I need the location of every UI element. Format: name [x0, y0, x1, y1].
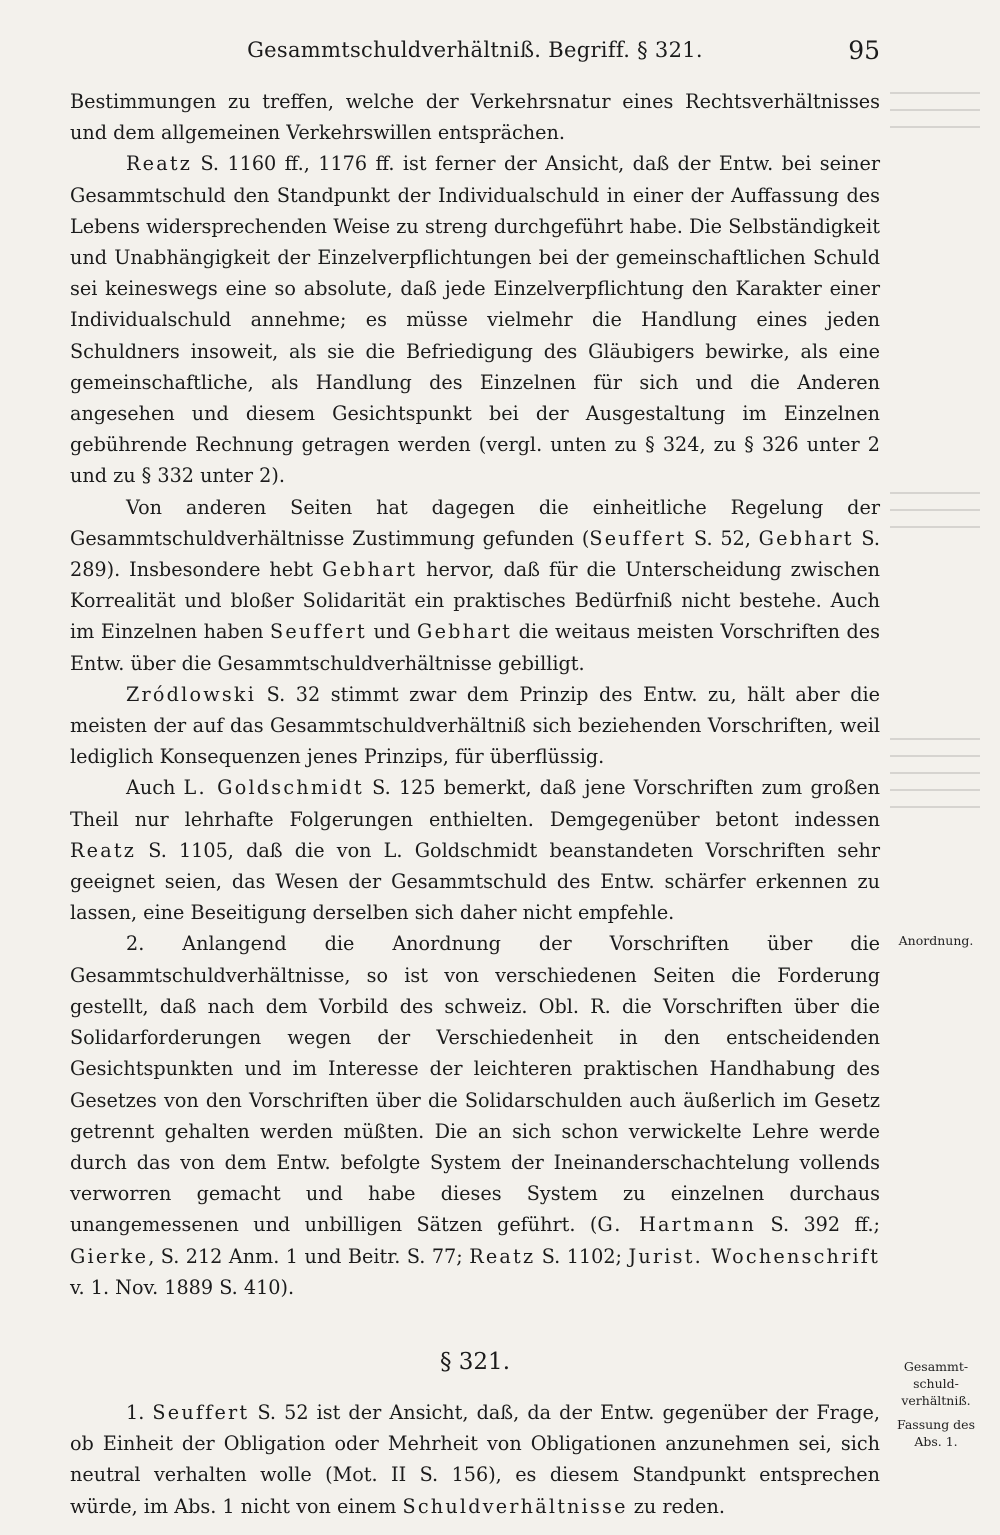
bleed-through-shadow: [890, 738, 980, 818]
margin-note-gesammtschuld: Gesammt- schuld- verhältniß.: [901, 1359, 971, 1408]
spaced-name: Reatz: [126, 152, 193, 176]
section-paragraph-list: [70, 1397, 880, 1522]
paragraph: [70, 492, 880, 679]
text-run: S. 32 stimmt zwar dem Prinzip des Entw. zu, hält aber die meisten der auf das Gesammtschuldverhältniß sich beziehenden Vorschriften, weil lediglich Konsequenzen jenes Prinzips, für überflüssig.: [70, 682, 880, 769]
text-run: Auch: [126, 776, 184, 800]
text-run: S. 289). Insbesondere hebt: [70, 526, 880, 582]
spaced-name: Reatz: [469, 1244, 536, 1268]
margin-note-fassung: Fassung des Abs. 1.: [897, 1417, 975, 1449]
paragraph: [70, 86, 880, 148]
text-run: S. 1102;: [535, 1244, 629, 1268]
spaced-name: Gebhart: [322, 558, 418, 582]
text-run: und: [366, 620, 418, 644]
spaced-name: Gebhart: [758, 526, 854, 550]
spaced-name: Seuffert: [270, 620, 367, 644]
paragraph: [70, 772, 880, 928]
margin-note-anordnung: Anordnung.: [898, 933, 974, 948]
text-run: v. 1. Nov. 1889 S. 410).: [70, 1275, 295, 1299]
text-run: S. 125 bemerkt, daß jene Vorschriften zum großen Theil nur lehrhafte Folgerungen enthielten. Demgegenüber betont indessen: [70, 776, 880, 831]
text-run: 2. Anlangend die Anordnung der Vorschriften über die Gesammtschuldverhältnisse, so ist von verschiedenen Seiten die Forderung gestellt, daß nach dem Vorbild des schweiz. Obl. R. die Vorschriften über die Solidarforderungen wegen der Verschiedenheit in den entscheidenden Gesichtspunkten und im Interesse der leichteren praktischen Handhabung des Gesetzes von den Vorschriften über die Solidarschulden auch äußerlich im Gesetz getrennt gehalten werden müßten. Die an sich schon verwickelte Lehre werde durch das von dem Entw. befolgte System der Ineinanderschachtelung vollends verworren gemacht und habe dieses System zu einzelnen durchaus unangemessenen und unbilligen Sätzen geführt. (: [70, 932, 880, 1237]
page-number: 95: [848, 36, 880, 65]
bleed-through-shadow: [890, 492, 980, 532]
text-run: Von anderen Seiten hat dagegen die einheitliche Regelung der Gesammtschuldverhältnisse Zustimmung gefunden (: [70, 495, 880, 550]
paragraph: [70, 679, 880, 773]
paragraph: [70, 928, 880, 1302]
text-run: S. 1160 ff., 1176 ff. ist ferner der Ansicht, daß der Entw. bei seiner Gesammtschuld den Standpunkt der Individualschuld in einer der Auffassung des Lebens widersprechenden Weise zu streng durchgeführt habe. Die Selbständigkeit und Unabhängigkeit der Einzelverpflichtungen bei der gemeinschaftlichen Schuld sei keineswegs eine so absolute, daß jede Einzelverpflichtung den Karakter einer Individualschuld annehme; es müsse vielmehr die Handlung eines jeden Schuldners insoweit, als sie die Befriedigung des Gläubigers bewirke, als eine gemeinschaftliche, als Handlung des Einzelnen für sich und die Anderen angesehen und diesem Gesichtspunkt bei der Ausgestaltung im Einzelnen gebührende Rechnung getragen werden (vergl. unten zu § 324, zu § 326 unter 2 und zu § 332 unter 2).: [70, 152, 880, 488]
spaced-name: Gebhart: [417, 620, 513, 644]
text-run: zu reden.: [627, 1494, 725, 1518]
spaced-name: G. Hartmann: [597, 1213, 757, 1237]
bleed-through-shadow: [890, 92, 980, 132]
main-text: [70, 86, 880, 1522]
text-run: S. 52 ist der Ansicht, daß, da der Entw. gegenüber der Frage, ob Einheit der Obligation oder Mehrheit von Obligationen anzunehmen sei, sich neutral verhalten wolle (Mot. II S. 156), es diesem Standpunkt entsprechen würde, im Abs. 1 nicht von einem: [70, 1400, 880, 1518]
spaced-name: Reatz: [70, 838, 137, 862]
running-header: [70, 30, 880, 70]
paragraph: [70, 148, 880, 491]
spaced-name: L. Goldschmidt: [183, 776, 364, 800]
text-run: S. 1105, daß die von L. Goldschmidt beanstandeten Vorschriften sehr geeignet seien, das Wesen der Gesammtschuld des Entw. schärfer erkennen zu lassen, eine Beseitigung derselben sich daher nicht empfehle.: [70, 838, 880, 925]
header-title: Gesammtschuldverhältniß. Begriff. § 321.: [247, 38, 703, 62]
section-heading: § 321.: [439, 1348, 511, 1375]
text-run: Bestimmungen zu treffen, welche der Verkehrsnatur eines Rechtsverhältnisses und dem allgemeinen Verkehrswillen entsprächen.: [70, 90, 880, 145]
paragraph-list: [70, 86, 880, 1303]
spaced-name: Zródlowski: [126, 682, 257, 706]
spaced-name: Seuffert: [152, 1400, 250, 1424]
text-run: die weitaus meisten Vorschriften des Entw. über die Gesammtschuldverhältnisse gebilligt.: [70, 620, 881, 675]
text-run: S. 392 ff.;: [756, 1213, 881, 1237]
spaced-name: Schuldverhältnisse: [402, 1494, 628, 1518]
spaced-name: Gierke: [70, 1244, 149, 1268]
text-run: 1.: [126, 1400, 153, 1424]
spaced-name: Seuffert: [589, 526, 687, 550]
text-run: , S. 212 Anm. 1 und Beitr. S. 77;: [148, 1244, 470, 1268]
text-run: S. 52,: [686, 526, 759, 550]
spaced-name: Jurist. Wochenschrift: [628, 1244, 881, 1268]
text-run: hervor, daß für die Unterscheidung zwischen Korrealität und bloßer Solidarität ein praktisches Bedürfniß nicht bestehe. Auch im Einzelnen haben: [70, 558, 880, 644]
paragraph: [70, 1397, 880, 1522]
